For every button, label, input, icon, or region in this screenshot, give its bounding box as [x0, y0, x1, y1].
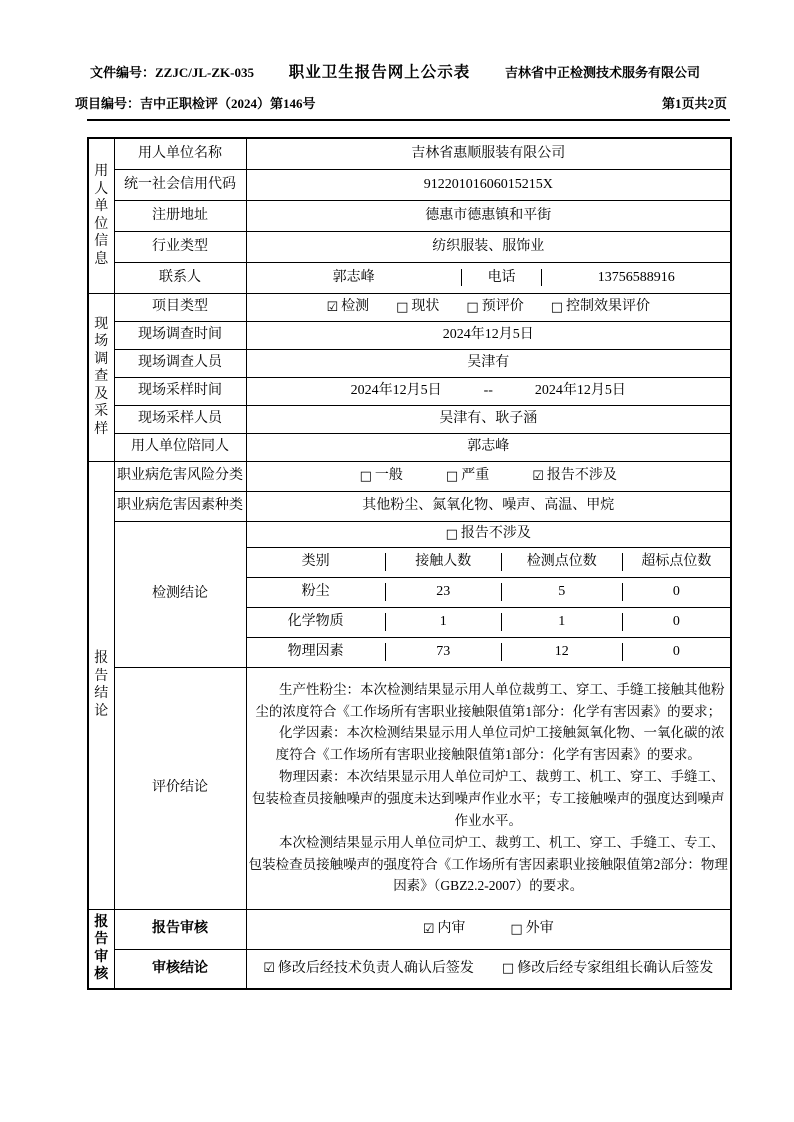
detection-table-row-physical	[247, 643, 731, 661]
cell-exceed-points: 0	[622, 643, 730, 661]
cell-exposed-count: 73	[385, 643, 501, 661]
risk-class-options	[247, 467, 731, 485]
section-label-conclusion: 报告结论	[88, 461, 114, 909]
cell-exceed-points: 0	[622, 583, 730, 601]
sampling-time-separator: --	[483, 383, 493, 399]
sampling-time-label: 现场采样时间	[114, 377, 246, 405]
phone-value: 13756588916	[597, 269, 675, 285]
document-number: 文件编号：ZZJC/JL-ZK-035	[90, 65, 254, 80]
header-divider	[87, 119, 730, 121]
project-number: 项目编号：吉中正职检评（2024）第146号	[75, 96, 316, 111]
contact-value: 郭志峰	[332, 269, 375, 285]
sampling-time-range	[247, 382, 731, 400]
checkbox-label: 一般	[374, 468, 403, 484]
project-type-label: 项目类型	[114, 293, 246, 321]
survey-staff-value: 吴津有	[246, 349, 731, 377]
checkbox-checked-icon: ☑	[326, 299, 339, 315]
checkbox-label: 现状	[411, 299, 440, 315]
survey-time-label: 现场调查时间	[114, 321, 246, 349]
contact-label: 联系人	[114, 262, 246, 293]
organization-name: 吉林省中正检测技术服务有限公司	[504, 65, 700, 80]
review-verdict-label: 审核结论	[114, 949, 246, 989]
evaluation-paragraph-dust: 生产性粉尘：本次检测结果显示用人单位裁剪工、穿工、手缝工接触其他粉尘的浓度符合《工作场所有害职业接触限值第1部分：化学有害因素》的要求；	[255, 681, 725, 719]
checkbox-empty-icon: □	[466, 299, 479, 315]
review-verdict-options	[247, 960, 731, 978]
section-label-employer: 用人单位信息	[88, 138, 114, 293]
checkbox-label: 报告不涉及	[460, 526, 531, 542]
checkbox-checked-icon: ☑	[422, 921, 435, 937]
evaluation-paragraph-physical: 物理因素：本次结果显示用人单位司炉工、裁剪工、机工、穿工、手缝工、包装检查员接触噪声的强度未达到噪声作业水平；专工接触噪声的强度达到噪声作业水平。	[252, 769, 725, 828]
checkbox-empty-icon: □	[359, 468, 372, 484]
checkbox-option-control-effect	[551, 298, 650, 316]
header-row-2	[75, 93, 727, 112]
address-label: 注册地址	[114, 200, 246, 231]
checkbox-option-not-involved	[532, 467, 617, 485]
survey-staff-label: 现场调查人员	[114, 349, 246, 377]
detection-table-row-dust	[247, 583, 731, 601]
escort-value: 郭志峰	[246, 433, 731, 461]
checkbox-label: 预评价	[481, 299, 524, 315]
checkbox-empty-icon: □	[510, 921, 523, 937]
risk-class-label: 职业病危害风险分类	[114, 461, 246, 491]
evaluation-conclusion-text	[246, 667, 731, 909]
detection-table-row-chemical	[247, 613, 731, 631]
checkbox-option-status	[396, 298, 439, 316]
checkbox-option-sign-after-tech-lead	[263, 960, 474, 978]
cell-tested-points: 1	[501, 613, 622, 631]
report-review-options	[247, 920, 731, 938]
sampling-time-end: 2024年12月5日	[534, 383, 626, 399]
checkbox-option-preassessment	[466, 298, 523, 316]
cell-exceed-points: 0	[622, 613, 730, 631]
section-label-survey: 现场调查及采样	[88, 293, 114, 461]
checkbox-label: 严重	[461, 468, 490, 484]
project-type-options	[247, 298, 731, 316]
form-title: 职业卫生报告网上公示表	[288, 64, 471, 81]
header-row-1	[90, 60, 700, 82]
checkbox-option-general	[360, 467, 403, 485]
checkbox-empty-icon: □	[445, 468, 459, 484]
checkbox-label: 控制效果评价	[566, 299, 651, 315]
checkbox-option-external-review	[510, 920, 553, 938]
sampling-time-start: 2024年12月5日	[350, 383, 442, 399]
checkbox-label: 内审	[437, 921, 466, 937]
detection-table-header	[247, 553, 731, 571]
checkbox-label: 修改后经技术负责人确认后签发	[277, 961, 474, 976]
checkbox-label: 检测	[341, 299, 370, 315]
col-header-exceed-points: 超标点位数	[622, 553, 730, 571]
checkbox-checked-icon: ☑	[532, 468, 544, 484]
page-indicator: 第1页共2页	[661, 96, 727, 111]
checkbox-option-sign-after-expert-lead	[502, 960, 713, 978]
evaluation-conclusion-label: 评价结论	[114, 667, 246, 909]
contact-row	[247, 269, 731, 287]
industry-value: 纺织服装、服饰业	[246, 231, 731, 262]
cell-category: 粉尘	[301, 584, 330, 600]
hazard-factors-label: 职业病危害因素种类	[114, 491, 246, 521]
hazard-factors-value: 其他粉尘、氮氧化物、噪声、高温、甲烷	[246, 491, 731, 521]
evaluation-paragraph-noise: 本次检测结果显示用人单位司炉工、裁剪工、机工、穿工、手缝工、专工、包装检查员接触噪声的强度符合《工作场所有害因素职业接触限值第2部分：物理因素》（GBZ2.2-2007）的要求。	[248, 834, 728, 894]
col-header-category: 类别	[301, 554, 330, 570]
checkbox-empty-icon: □	[501, 961, 515, 977]
checkbox-option-internal-review	[423, 920, 466, 938]
cell-category: 物理因素	[287, 644, 344, 660]
cell-category: 化学物质	[287, 614, 344, 630]
cell-tested-points: 12	[501, 643, 622, 661]
industry-label: 行业类型	[114, 231, 246, 262]
checkbox-option-severe	[446, 467, 489, 485]
checkbox-label: 外审	[525, 921, 554, 937]
checkbox-empty-icon: □	[396, 299, 409, 315]
sampling-staff-label: 现场采样人员	[114, 405, 246, 433]
cell-tested-points: 5	[501, 583, 622, 601]
col-header-tested-points: 检测点位数	[501, 553, 622, 571]
checkbox-checked-icon: ☑	[263, 961, 275, 977]
col-header-exposed-count: 接触人数	[385, 553, 501, 571]
cell-exposed-count: 1	[385, 613, 501, 631]
detection-na-option	[247, 525, 731, 543]
address-value: 德惠市德惠镇和平街	[246, 200, 731, 231]
checkbox-option-report-na	[446, 525, 531, 543]
sampling-staff-value: 吴津有、耿子涵	[246, 405, 731, 433]
checkbox-empty-icon: □	[550, 299, 564, 315]
report-review-label: 报告审核	[114, 909, 246, 949]
cell-exposed-count: 23	[385, 583, 501, 601]
checkbox-empty-icon: □	[445, 526, 458, 542]
disclosure-table	[87, 137, 732, 990]
section-label-review: 报告审核	[88, 909, 114, 989]
credit-code-label: 统一社会信用代码	[114, 169, 246, 200]
credit-code-value: 91220101606015215X	[246, 169, 731, 200]
detection-conclusion-label: 检测结论	[114, 521, 246, 667]
checkbox-label: 报告不涉及	[546, 468, 617, 484]
employer-name-value: 吉林省惠顺服装有限公司	[246, 138, 731, 169]
checkbox-label: 修改后经专家组组长确认后签发	[517, 961, 714, 976]
phone-label: 电话	[461, 269, 543, 287]
escort-label: 用人单位陪同人	[114, 433, 246, 461]
evaluation-paragraph-chemical: 化学因素：本次检测结果显示用人单位司炉工接触氮氧化物、一氧化碳的浓度符合《工作场所有害职业接触限值第1部分：化学有害因素》的要求。	[275, 725, 725, 763]
survey-time-value: 2024年12月5日	[246, 321, 731, 349]
employer-name-label: 用人单位名称	[114, 138, 246, 169]
checkbox-option-detection	[326, 298, 369, 316]
